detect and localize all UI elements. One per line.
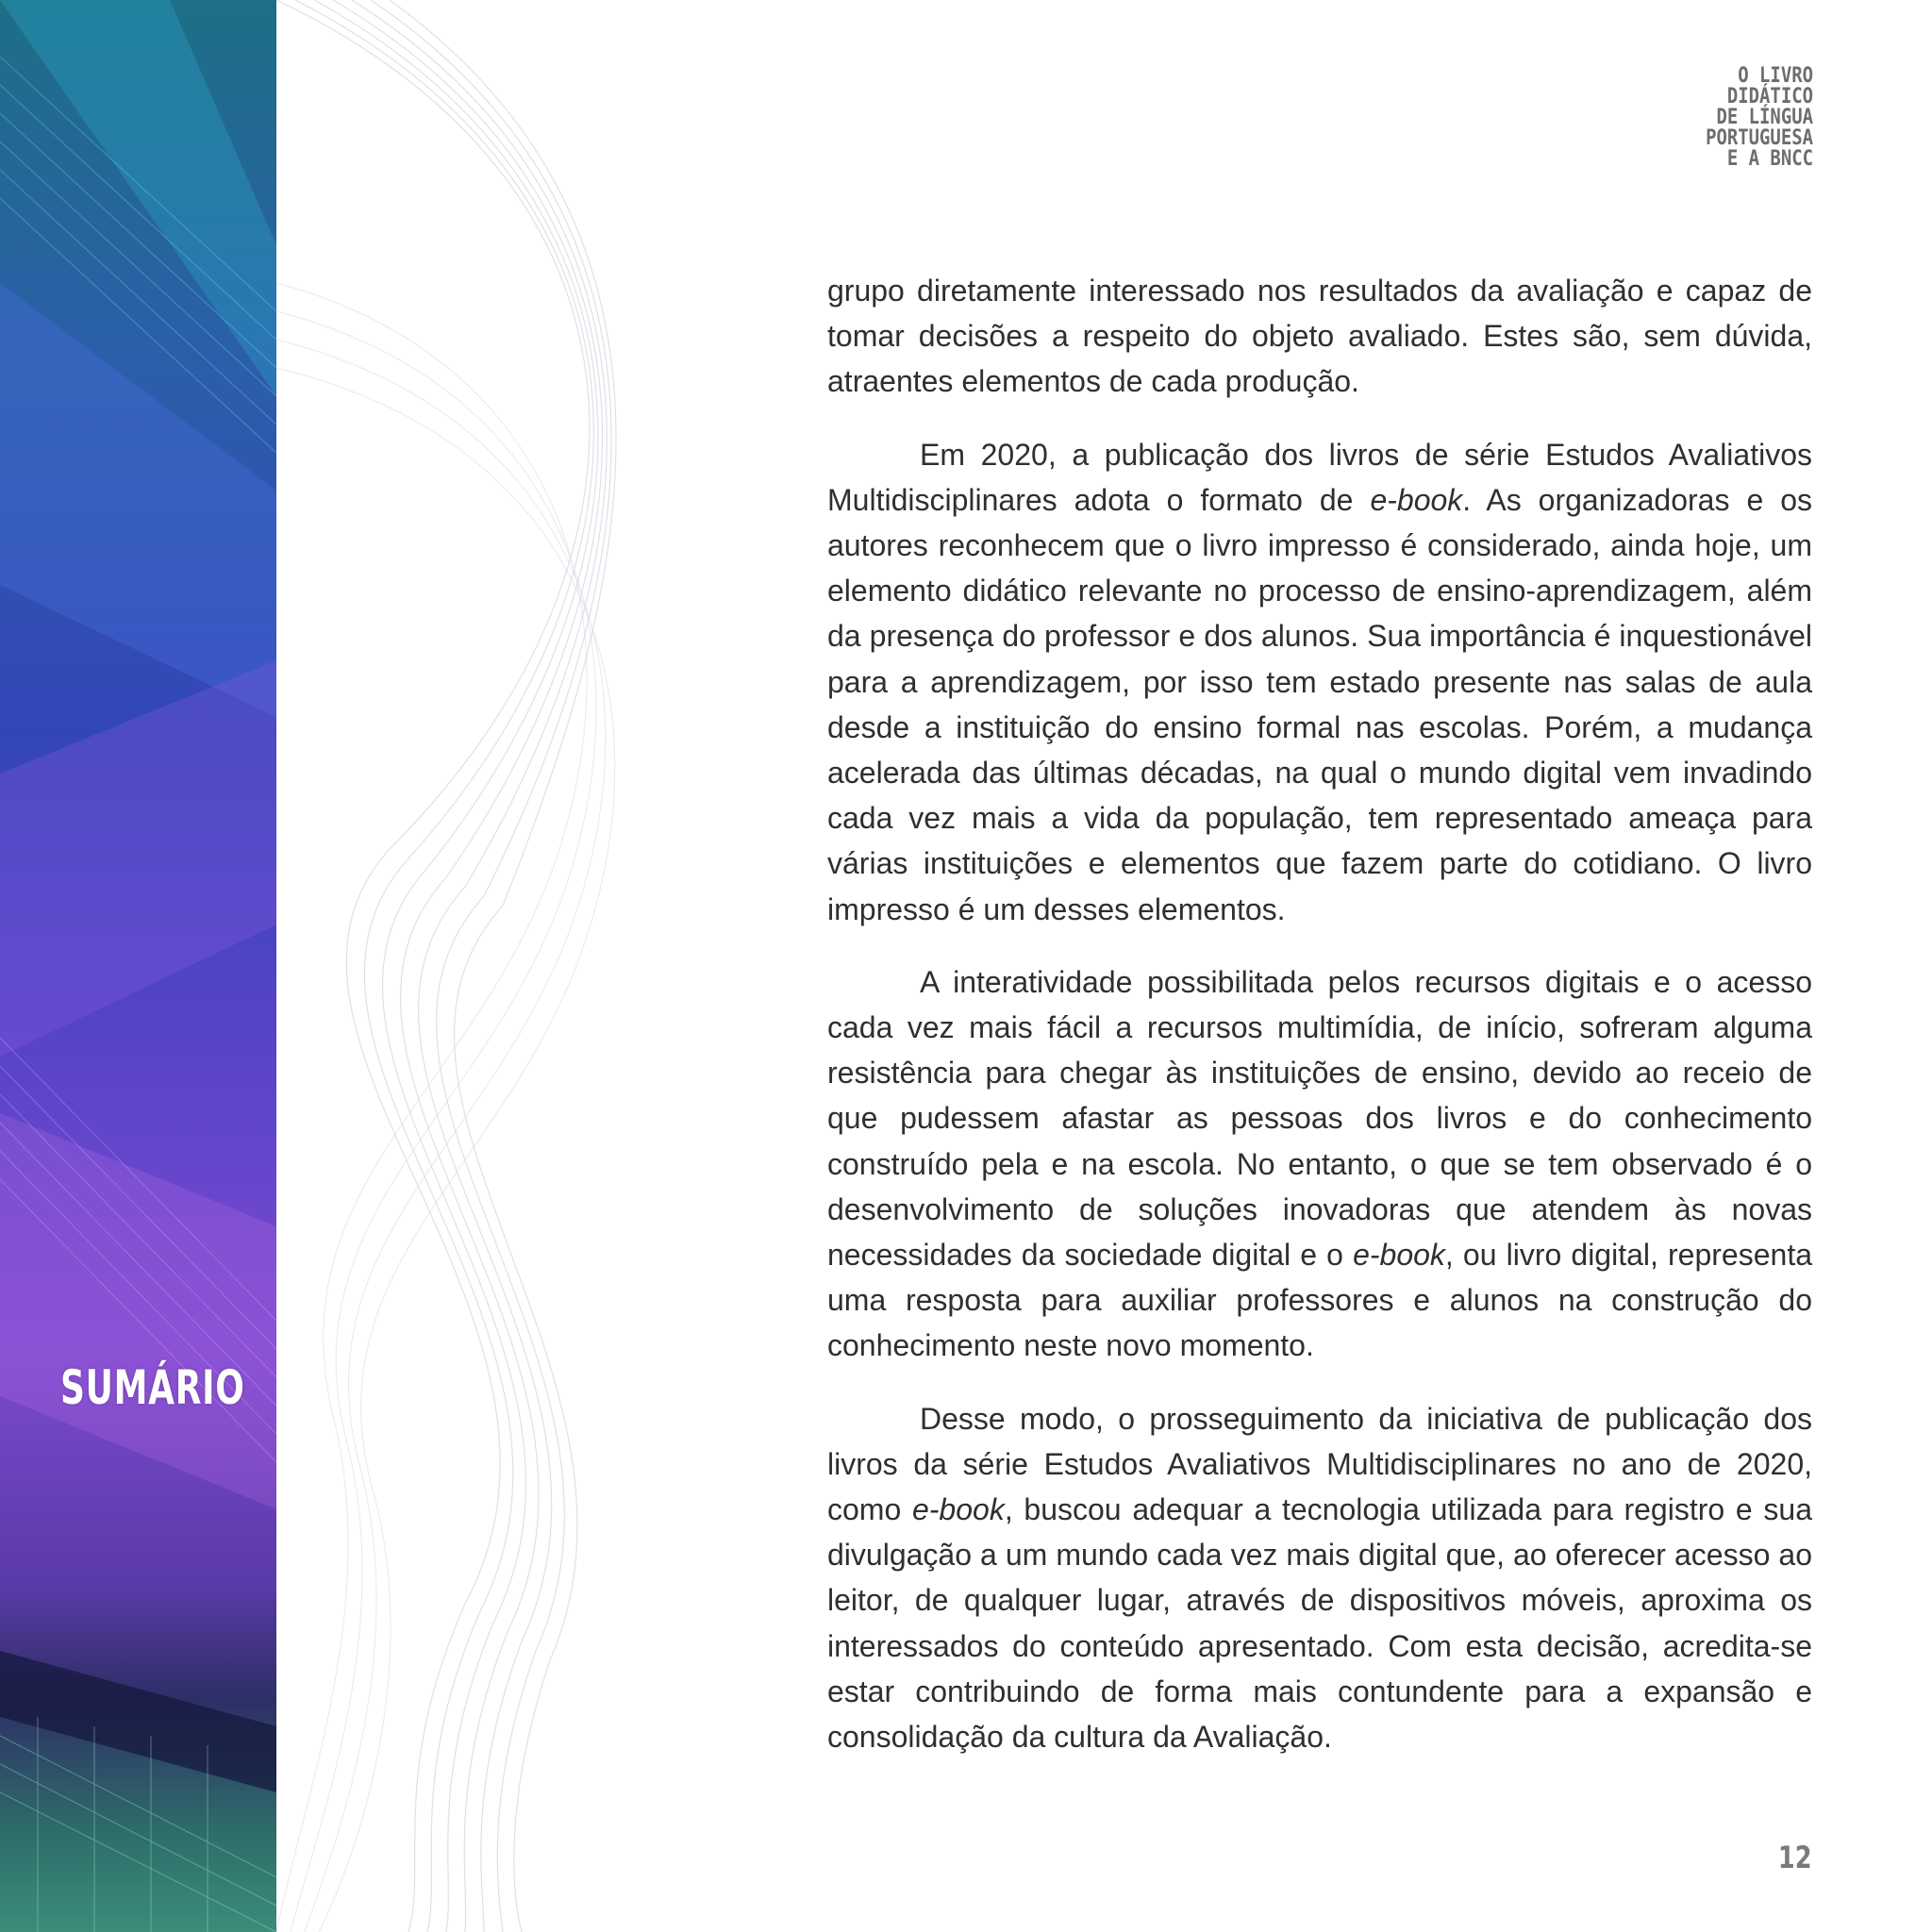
paragraph-text: Em 2020, a publicação dos livros de série Estudos Avaliativos Multidisciplinares adota o formato de [827, 437, 1812, 517]
page-number: 12 [1778, 1840, 1812, 1875]
paragraph-1 [827, 268, 1812, 405]
sumario-link[interactable]: SUMÁRIO [60, 1360, 245, 1415]
emphasis-ebook: e-book [1353, 1238, 1445, 1273]
sidebar-light-rays [0, 0, 276, 1932]
paragraph-4 [827, 1396, 1812, 1760]
book-title-line: DE LÍNGUA [1716, 106, 1813, 129]
body-text [827, 268, 1812, 1787]
emphasis-ebook: e-book [911, 1492, 1005, 1527]
book-title-line: DIDÁTICO [1726, 85, 1813, 108]
paragraph-text: . As organizadoras e os autores reconhecem que o livro impresso é considerado, ainda hoje, um elemento didático relevante no processo de ensino-aprendizagem, além da presença do professor e dos alunos. Sua importância é inquestionável para a aprendizagem, por isso tem estado presente nas salas de aula desde a instituição do ensino formal nas escolas. Porém, a mudança acelerada das últimas décadas, na qual o mundo digital vem invadindo cada vez mais a vida da população, tem representado ameaça para várias instituições e elementos que fazem parte do cotidiano. O livro impresso é um desses elementos. [827, 482, 1813, 926]
sidebar-decorative-panel [0, 0, 276, 1932]
paragraph-text: grupo diretamente interessado nos resultados da avaliação e capaz de tomar decisões a respeito do objeto avaliado. Estes são, sem dúvida, atraentes elementos de cada produção. [827, 274, 1812, 399]
paragraph-text: , ou livro digital, representa uma resposta para auxiliar professores e alunos na construção do conhecimento neste novo momento. [827, 1238, 1813, 1363]
paragraph-text: A interatividade possibilitada pelos recursos digitais e o acesso cada vez mais fácil a recursos multimídia, de início, sofreram alguma resistência para chegar às instituições de ensino, devido ao receio de que pudessem afastar as pessoas dos livros e do conhecimento construído pela e na escola. No entanto, o que se tem observado é o desenvolvimento de soluções inovadoras que atendem às novas necessidades da sociedade digital e o [827, 964, 1812, 1273]
emphasis-ebook: e-book [1370, 482, 1463, 517]
paragraph-3 [827, 959, 1812, 1369]
decorative-wave-lines [276, 0, 691, 1932]
book-title-line: E A BNCC [1726, 147, 1813, 171]
paragraph-2 [827, 432, 1812, 932]
paragraph-text: Desse modo, o prosseguimento da iniciativa de publicação dos livros da série Estudos Avaliativos Multidisciplinares no ano de 2020, como [827, 1401, 1812, 1527]
book-title-line: PORTUGUESA [1706, 126, 1813, 150]
book-title [1651, 66, 1813, 170]
paragraph-text: , buscou adequar a tecnologia utilizada para registro e sua divulgação a um mundo cada vez mais digital que, ao oferecer acesso ao leitor, de qualquer lugar, através de dispositivos móveis, aproxima os interessados do conteúdo apresentado. Com esta decisão, acredita-se estar contribuindo de forma mais contundente para a expansão e consolidação da cultura da Avaliação. [827, 1492, 1813, 1755]
book-title-line: O LIVRO [1738, 64, 1813, 88]
